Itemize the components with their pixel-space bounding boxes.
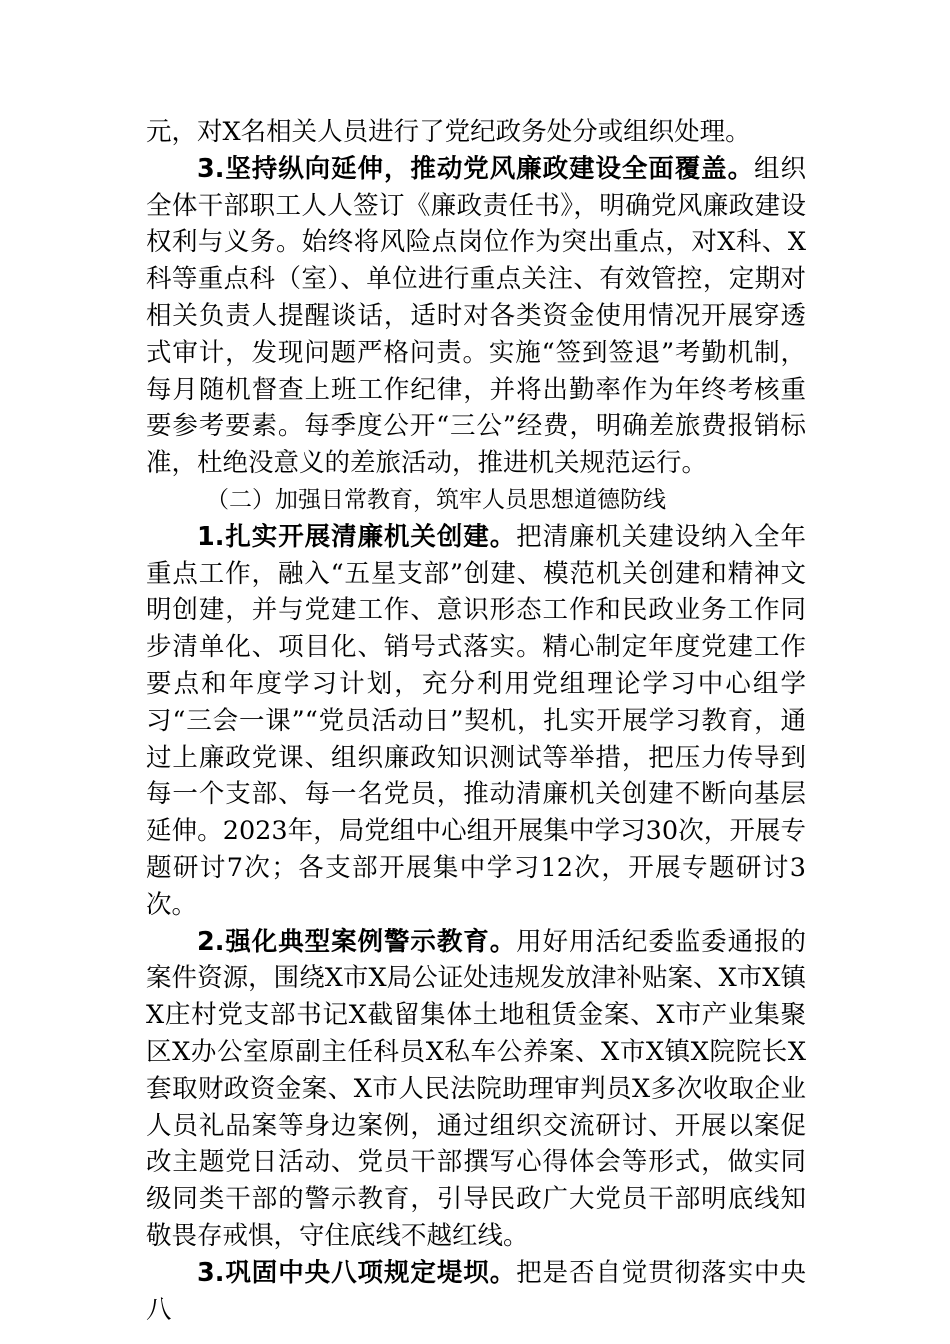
paragraph-text: 把清廉机关建设纳入全年重点工作，融入“五星支部”创建、模范机关创建和精神文明创建，并与党建工作、意识形态工作和民政业务工作同步清单化、项目化、销号式落实。精心制定年度党建工作要点和年度学习计划，充分利用党组理论学习中心组学习“三会一课”“党员活动日”契机，扎实开展学习教育，通过上廉政党课、组织廉政知识测试等举措，把压力传导到每一个支部、每一名党员，推动清廉机关创建不断向基层延伸。2023年，局党组中心组开展集中学习30次，开展专题研讨7次；各支部开展集中学习12次，开展专题研讨3次。	[146, 521, 806, 920]
paragraph-vertical-extension	[146, 151, 806, 482]
paragraph-case-warning	[146, 924, 806, 1255]
paragraph-text: 用好用活纪委监委通报的案件资源，围绕X市X局公证处违规发放津补贴案、X市X镇X庄村党支部书记X截留集体土地租赁金案、X市产业集聚区X办公室原副主任科员X私车公养案、X市X镇X院院长X套取财政资金案、X市人民法院助理审判员X多次收取企业人员礼品案等身边案例，通过组织交流研讨、开展以案促改主题党日活动、党员干部撰写心得体会等形式，做实同级同类干部的警示教育，引导民政广大党员干部明底线知敬畏存戒惧，守住底线不越红线。	[146, 926, 806, 1251]
paragraph-lead: 3.巩固中央八项规定堤坝。	[197, 1257, 517, 1288]
paragraph-eight-rules	[146, 1255, 806, 1329]
paragraph-text: 组织全体干部职工人人签订《廉政责任书》，明确党风廉政建设权利与义务。始终将风险点岗位作为突出重点，对X科、X科等重点科（室）、单位进行重点关注、有效管控，定期对相关负责人提醒谈话，适时对各类资金使用情况开展穿透式审计，发现问题严格问责。实施“签到签退”考勤机制，每月随机督查上班工作纪律，并将出勤率作为年终考核重要参考要素。每季度公开“三公”经费，明确差旅费报销标准，杜绝没意义的差旅活动，推进机关规范运行。	[146, 153, 806, 479]
paragraph-text: 元，对X名相关人员进行了党纪政务处分或组织处理。	[146, 117, 751, 147]
paragraph-lead: 3.坚持纵向延伸，推动党风廉政建设全面覆盖。	[197, 153, 755, 184]
paragraph-clean-organ	[146, 519, 806, 924]
paragraph-lead: 2.强化典型案例警示教育。	[197, 926, 517, 957]
paragraph-text: 把是否自觉贯彻落实中央八	[146, 1257, 806, 1325]
paragraph-continuation	[146, 114, 806, 151]
section-heading: （二）加强日常教育，筑牢人员思想道德防线	[206, 486, 666, 513]
document-body	[146, 114, 806, 1328]
paragraph-lead: 1.扎实开展清廉机关创建。	[197, 521, 517, 552]
